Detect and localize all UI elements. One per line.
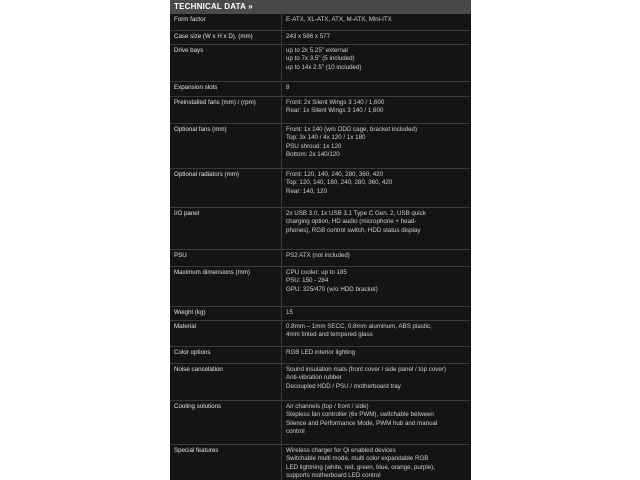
spec-row — [170, 169, 471, 208]
spec-row — [170, 347, 471, 364]
column-divider — [281, 364, 282, 400]
column-divider — [281, 45, 282, 81]
spec-label: Preinstalled fans (mm) / (rpm) — [174, 99, 256, 106]
spec-value-line: 8 — [286, 84, 290, 91]
spec-value-line: Wireless charger for Qi enabled devices — [286, 447, 396, 454]
spec-row — [170, 445, 471, 480]
spec-value — [286, 47, 467, 72]
spec-value — [286, 99, 467, 116]
spec-value-line: GPU: 325/470 (w/o HDD bracket) — [286, 285, 378, 293]
section-title: TECHNICAL DATA » — [170, 0, 471, 14]
spec-value-line: Silence and Performance Mode, PWM hub and manual — [286, 419, 438, 427]
column-divider — [281, 124, 282, 168]
spec-value-line: PS2 ATX (not included) — [286, 252, 350, 259]
spec-value-line: PSU: 150 - 284 — [286, 277, 329, 285]
spec-row — [170, 45, 471, 82]
spec-label: Case size (W x H x D), (mm) — [174, 33, 253, 40]
spec-value-line: Front: 120, 140, 240, 280, 360, 420 — [286, 171, 384, 178]
spec-value — [286, 210, 467, 235]
column-divider — [281, 347, 282, 363]
spec-label: Form factor — [174, 16, 206, 23]
spec-value-line: PSU shroud: 1x 120 — [286, 142, 342, 150]
spec-row — [170, 250, 471, 267]
spec-label: Weight (kg) — [174, 309, 206, 316]
spec-value-line: RGB LED interior lighting — [286, 349, 356, 356]
spec-label: Expansion slots — [174, 84, 218, 91]
spec-value — [286, 252, 467, 260]
spec-value — [286, 33, 467, 41]
spec-label: Special features — [174, 447, 219, 454]
spec-label: PSU — [174, 252, 187, 259]
spec-value-line: Front: 1x 140 (w/o ODD cage, bracket included) — [286, 126, 418, 133]
spec-value — [286, 269, 467, 294]
column-divider — [281, 97, 282, 123]
column-divider — [281, 31, 282, 44]
column-divider — [281, 267, 282, 306]
column-divider — [281, 401, 282, 444]
spec-label: Noise cancelation — [174, 366, 223, 373]
spec-label: Material — [174, 323, 197, 330]
spec-value — [286, 403, 467, 437]
spec-value-line: up to 14x 2.5" (10 included) — [286, 63, 362, 71]
spec-row — [170, 307, 471, 321]
spec-value-line: 15 — [286, 309, 293, 316]
spec-value-line: Rear: 140, 120 — [286, 187, 327, 195]
spec-value-line: control — [286, 428, 305, 436]
spec-value — [286, 349, 467, 357]
spec-value — [286, 126, 467, 160]
spec-row — [170, 82, 471, 97]
column-divider — [281, 307, 282, 320]
column-divider — [281, 321, 282, 346]
spec-value — [286, 16, 467, 24]
spec-value-line: 2x USB 3.0, 1x USB 3.1 Type C Gen. 2, USB quick — [286, 210, 426, 217]
spec-row — [170, 97, 471, 124]
spec-row — [170, 31, 471, 45]
spec-value-line: 0.8mm – 1mm SECC, 0.8mm aluminum, ABS plastic, — [286, 323, 432, 330]
spec-value-line: Front: 2x Silent Wings 3 140 / 1,600 — [286, 99, 385, 106]
spec-value-line: supports motherboard LED control — [286, 472, 381, 480]
spec-label: Color options — [174, 349, 211, 356]
spec-value-line: LED lightning (white, red, green, blue, orange, purple), — [286, 463, 435, 471]
spec-value-line: E-ATX, XL-ATX, ATX, M-ATX, Mini-ITX — [286, 16, 392, 23]
spec-value-line: charging option, HD audio (microphone + head- — [286, 218, 417, 226]
spec-value — [286, 84, 467, 92]
spec-value-line: Anti-vibration rubber — [286, 374, 342, 382]
spec-label: Drive bays — [174, 47, 204, 54]
spec-label: Optional radiators (mm) — [174, 171, 239, 178]
spec-value — [286, 171, 467, 196]
spec-row — [170, 321, 471, 347]
spec-value-line: 4mm tinted and tempered glass — [286, 331, 373, 339]
spec-row — [170, 208, 471, 250]
spec-label: Cooling solutions — [174, 403, 222, 410]
spec-label: I/O panel — [174, 210, 200, 217]
spec-value-line: Top: 120, 140, 180, 240, 280, 360, 420 — [286, 179, 393, 187]
spec-row — [170, 14, 471, 31]
spec-value-line: Switchable multi mode, multi color expandable RGB — [286, 455, 429, 463]
spec-value-line: Decoupled HDD / PSU / motherboard tray — [286, 382, 401, 390]
spec-value-line: Top: 3x 140 / 4x 120 / 1x 180 — [286, 134, 366, 142]
column-divider — [281, 208, 282, 249]
spec-value — [286, 323, 467, 340]
column-divider — [281, 82, 282, 96]
column-divider — [281, 445, 282, 480]
spec-row — [170, 267, 471, 307]
spec-label: Maximum dimensions (mm) — [174, 269, 250, 276]
spec-value-line: 243 x 586 x 577 — [286, 33, 331, 40]
spec-value-line: Rear: 1x Silent Wings 3 140 / 1,600 — [286, 107, 384, 115]
spec-value-line: phones), RGB control switch, HDD status display — [286, 226, 421, 234]
spec-value-line: Sound insulation mats (front cover / side panel / top cover) — [286, 366, 446, 373]
spec-value-line: up to 2x 5.25" external — [286, 47, 348, 54]
spec-value — [286, 309, 467, 317]
spec-row — [170, 401, 471, 445]
spec-value-line: Bottom: 2x 140/120 — [286, 151, 340, 159]
spec-row — [170, 124, 471, 169]
spec-value-line: CPU cooler: up to 185 — [286, 269, 347, 276]
technical-data-sheet — [170, 0, 471, 480]
spec-value-line: Stepless fan controller (6x PWM), switchable between — [286, 411, 434, 419]
spec-value — [286, 366, 467, 391]
column-divider — [281, 169, 282, 207]
column-divider — [281, 250, 282, 266]
spec-row — [170, 364, 471, 401]
spec-value-line: Air channels (top / front / side) — [286, 403, 369, 410]
spec-label: Optional fans (mm) — [174, 126, 227, 133]
spec-value-line: up to 7x 3.5" (5 included) — [286, 55, 355, 63]
spec-value — [286, 447, 467, 480]
column-divider — [281, 14, 282, 30]
